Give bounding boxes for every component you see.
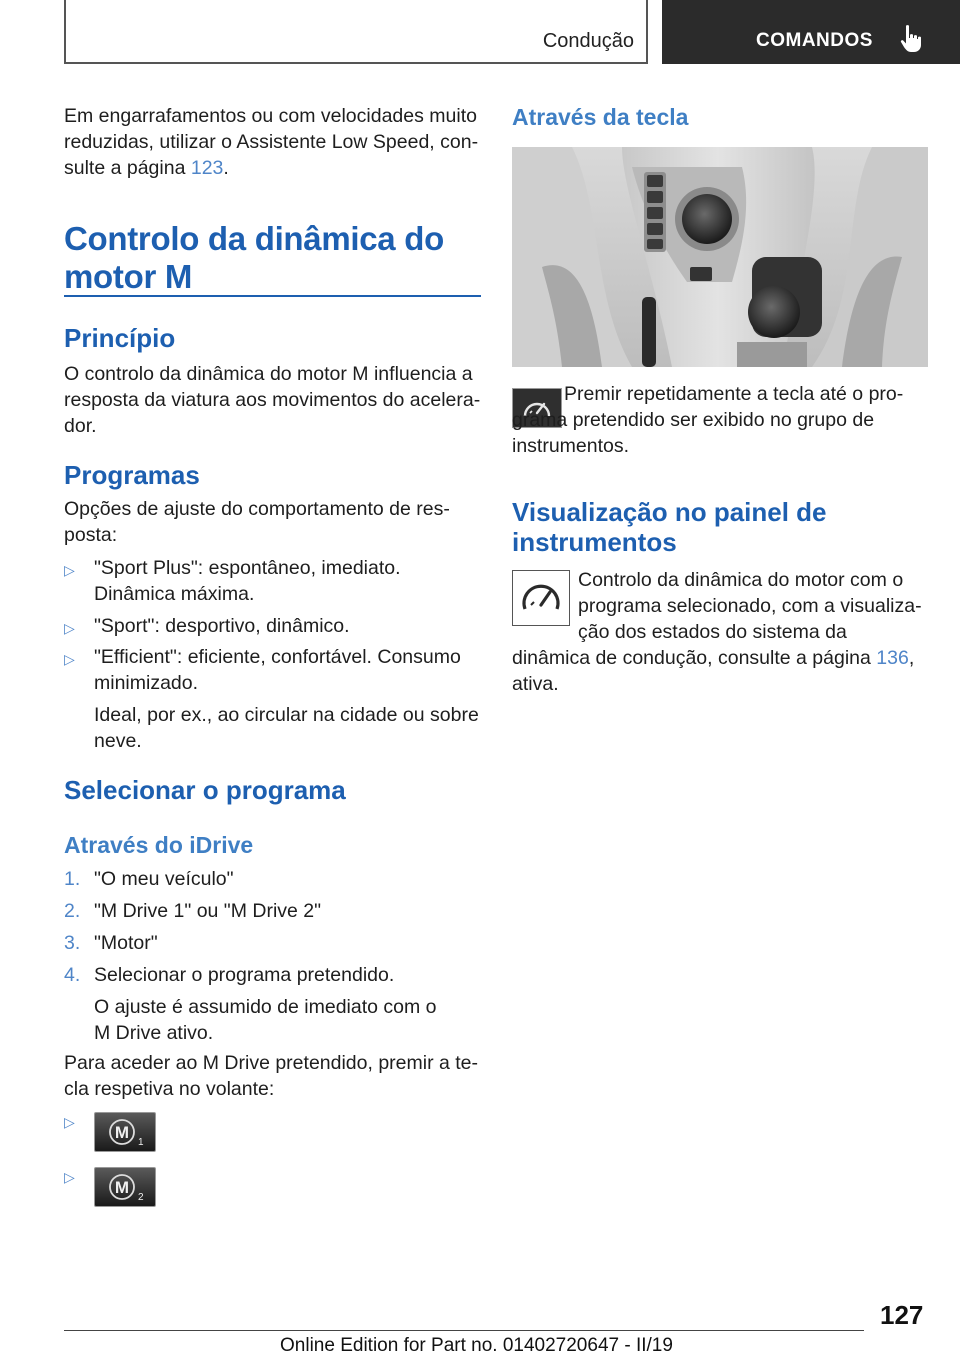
programas-heading: Programas xyxy=(64,460,200,490)
bullet-marker: ▷ xyxy=(64,620,75,636)
step-text: "O meu veículo" xyxy=(94,868,234,890)
visual-heading-line2: instrumentos xyxy=(512,527,677,557)
list-item xyxy=(64,644,482,754)
bullet-marker: ▷ xyxy=(64,651,75,667)
main-title-line2: motor M xyxy=(64,258,193,295)
programas-intro: Opções de ajuste do comportamento de res-posta: xyxy=(64,498,450,546)
main-title-line1: Controlo da dinâmica do xyxy=(64,220,444,257)
principio-section xyxy=(64,323,482,439)
step-item xyxy=(64,930,482,956)
step-item xyxy=(64,898,482,924)
center-console-photo xyxy=(512,147,928,367)
svg-text:2: 2 xyxy=(138,1192,144,1203)
icon-spacer xyxy=(512,567,578,645)
tecla-paragraph xyxy=(512,381,928,459)
pointing-hand-icon xyxy=(900,24,926,54)
selecionar-heading: Selecionar o programa xyxy=(64,775,346,805)
step-text: "M Drive 1" ou "M Drive 2" xyxy=(94,900,322,922)
visual-text: Controlo da dinâmica do motor com o programa selecionado, com a visualiza-ção dos estados do sistema da dinâmica de condução, consulte a página xyxy=(512,569,922,669)
tecla-text: Premir repetidamente a tecla até o pro-grama pretendido ser exibido no grupo de instrumentos. xyxy=(512,383,904,457)
header-chapter-tab xyxy=(662,0,960,64)
step-text: Selecionar o programa pretendido. xyxy=(94,964,395,986)
visual-heading-block xyxy=(512,497,928,557)
step-number: 1. xyxy=(64,868,81,890)
idrive-heading-block xyxy=(64,831,482,859)
mdrive-paragraph xyxy=(64,1050,482,1102)
step-number: 3. xyxy=(64,932,81,954)
intro-text-end: . xyxy=(223,157,229,179)
footer-edition: Online Edition for Part no. 01402720647 - II/19 xyxy=(280,1335,673,1356)
header-section-label: Condução xyxy=(542,30,634,52)
svg-text:M: M xyxy=(114,1123,130,1142)
visual-heading-line1: Visualização no painel de xyxy=(512,497,827,527)
list-item xyxy=(64,1167,184,1209)
list-item xyxy=(64,1112,184,1154)
idrive-heading: Através do iDrive xyxy=(64,832,254,858)
step-item xyxy=(64,866,482,892)
footer-rule xyxy=(64,1330,864,1331)
step-note: O ajuste é assumido de imediato com o M Drive ativo. xyxy=(94,996,437,1044)
step-number: 2. xyxy=(64,900,81,922)
bullet-marker: ▷ xyxy=(64,1114,75,1130)
main-title xyxy=(64,220,482,296)
intro-text: Em engarrafamentos ou com velocidades muito reduzidas, utilizar o Assistente Low Speed, con-sulte a página xyxy=(64,105,479,179)
list-item xyxy=(64,555,482,607)
step-item xyxy=(64,962,482,1046)
list-item-note: Ideal, por ex., ao circular na cidade ou sobre neve. xyxy=(94,704,479,752)
principio-text: O controlo da dinâmica do motor M influencia a resposta da viatura aos movimentos do acelera-dor. xyxy=(64,363,481,437)
bullet-marker: ▷ xyxy=(64,1169,75,1185)
programas-section xyxy=(64,460,482,548)
tecla-heading: Através da tecla xyxy=(512,104,689,130)
intro-paragraph xyxy=(64,103,482,181)
step-number: 4. xyxy=(64,964,81,986)
tecla-heading-block xyxy=(512,103,928,131)
m-drive-2-button-icon xyxy=(94,1167,156,1207)
step-text: "Motor" xyxy=(94,932,158,954)
svg-text:M: M xyxy=(114,1178,130,1197)
list-item xyxy=(64,613,482,639)
svg-text:1: 1 xyxy=(138,1137,144,1148)
title-rule xyxy=(64,295,481,297)
visual-page-link[interactable]: 136 xyxy=(876,647,909,669)
bullet-marker: ▷ xyxy=(64,562,75,578)
selecionar-heading-block xyxy=(64,775,482,805)
header-chapter-label: COMANDOS xyxy=(756,30,873,51)
page-number: 127 xyxy=(880,1300,924,1330)
principio-heading: Princípio xyxy=(64,323,176,353)
list-item-text: "Efficient": eficiente, confortável. Consumo minimizado. xyxy=(94,646,461,694)
list-item-text: "Sport Plus": espontâneo, imediato. Dinâmica máxima. xyxy=(94,557,401,605)
mdrive-text: Para aceder ao M Drive pretendido, premir a te-cla respetiva no volante: xyxy=(64,1052,479,1100)
visual-paragraph xyxy=(512,567,928,697)
visual-text-end: , ativa. xyxy=(512,647,915,695)
list-item-text: "Sport": desportivo, dinâmico. xyxy=(94,615,350,637)
m-drive-1-button-icon xyxy=(94,1112,156,1152)
header-section-tab xyxy=(64,0,648,64)
intro-page-link[interactable]: 123 xyxy=(190,157,224,179)
